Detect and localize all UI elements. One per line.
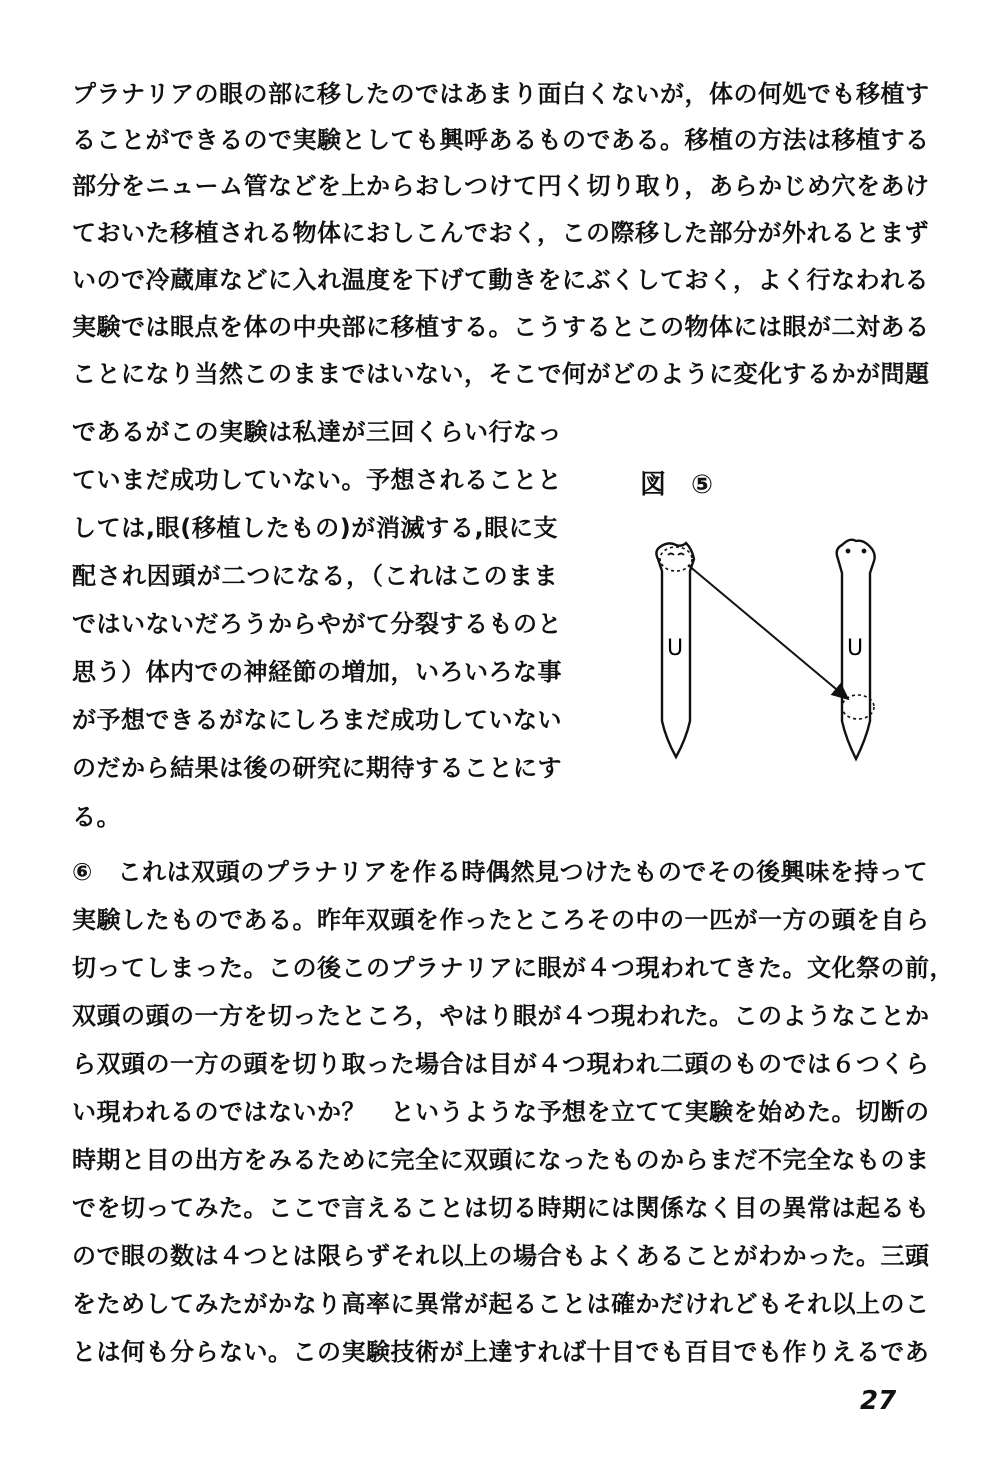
text-line: ていまだ成功していない。予想されることと bbox=[72, 466, 562, 494]
text-line: 時期と目の出方をみるために完全に双頭になったものからまだ不完全なものま bbox=[72, 1146, 930, 1174]
text-line: 実験したものである。昨年双頭を作ったところその中の一匹が一方の頭を自ら bbox=[72, 906, 930, 934]
text-line: しては,眼(移植したもの)が消滅する,眼に支 bbox=[72, 514, 558, 542]
text-line: ではいないだろうからやがて分裂するものと bbox=[72, 610, 562, 638]
text-line: 双頭の頭の一方を切ったところ，やはり眼が４つ現われた。このようなことか bbox=[72, 1002, 930, 1030]
text-line: プラナリアの眼の部に移したのではあまり面白くないが，体の何処でも移植す bbox=[72, 80, 930, 108]
text-line: ることができるので実験としても興呼あるものである。移植の方法は移植する bbox=[72, 126, 930, 154]
text-line: ので眼の数は４つとは限らずそれ以上の場合もよくあることがわかった。三頭 bbox=[72, 1242, 930, 1270]
text-line: る。 bbox=[72, 803, 121, 831]
text-line: ことになり当然このままではいない，そこで何がどのように変化するかが問題 bbox=[72, 360, 930, 388]
pharynx-left: U bbox=[667, 636, 684, 661]
text-line: でを切ってみた。ここで言えることは切る時期には関係なく目の異常は起るも bbox=[72, 1194, 930, 1222]
text-line: 実験では眼点を体の中央部に移植する。こうするとこの物体には眼が二対ある bbox=[72, 313, 930, 341]
text-line: 思う）体内での神経節の増加，いろいろな事 bbox=[72, 658, 562, 686]
text-line: をためしてみたがかなり高率に異常が起ることは確かだけれどもそれ以上のこ bbox=[72, 1290, 930, 1318]
eye-spot-left bbox=[668, 554, 674, 556]
text-line: 切ってしまった。この後このプラナリアに眼が４つ現われてきた。文化祭の前， bbox=[72, 954, 954, 982]
eye-spot bbox=[862, 549, 867, 554]
text-line: 配され因頭が二つになる，（これはこのまま bbox=[72, 562, 558, 590]
text-line: い現われるのではないか？ というような予想を立てて実験を始めた。切断の bbox=[72, 1098, 930, 1126]
planarian-transplant-figure bbox=[620, 525, 900, 775]
text-line: が予想できるがなにしろまだ成功していない bbox=[72, 706, 562, 734]
transplant-arrow bbox=[688, 565, 848, 699]
figure-caption: 図 ⑤ bbox=[640, 470, 722, 500]
excised-eye-region bbox=[660, 547, 692, 571]
text-line: 部分をニューム管などを上からおしつけて円く切り取り，あらかじめ穴をあけ bbox=[72, 172, 930, 200]
text-line: ら双頭の一方の頭を切り取った場合は目が４つ現われ二頭のものでは６つくら bbox=[72, 1050, 930, 1078]
text-line: とは何も分らない。この実験技術が上達すれば十目でも百目でも作りえるであ bbox=[72, 1338, 930, 1366]
eye-spot bbox=[846, 549, 851, 554]
page-number: 27 bbox=[860, 1386, 897, 1416]
pharynx-right: U bbox=[847, 636, 864, 661]
text-line: のだから結果は後の研究に期待することにす bbox=[72, 754, 562, 782]
text-line: であるがこの実験は私達が三回くらい行なっ bbox=[72, 418, 562, 446]
text-line: いので冷蔵庫などに入れ温度を下げて動きをにぶくしておく，よく行なわれる bbox=[72, 266, 930, 294]
eye-spot-right bbox=[678, 554, 684, 556]
text-line: ておいた移植される物体におしこんでおく，この際移した部分が外れるとまず bbox=[72, 219, 930, 247]
text-line: ⑥ これは双頭のプラナリアを作る時偶然見つけたものでその後興味を持って bbox=[72, 858, 928, 886]
